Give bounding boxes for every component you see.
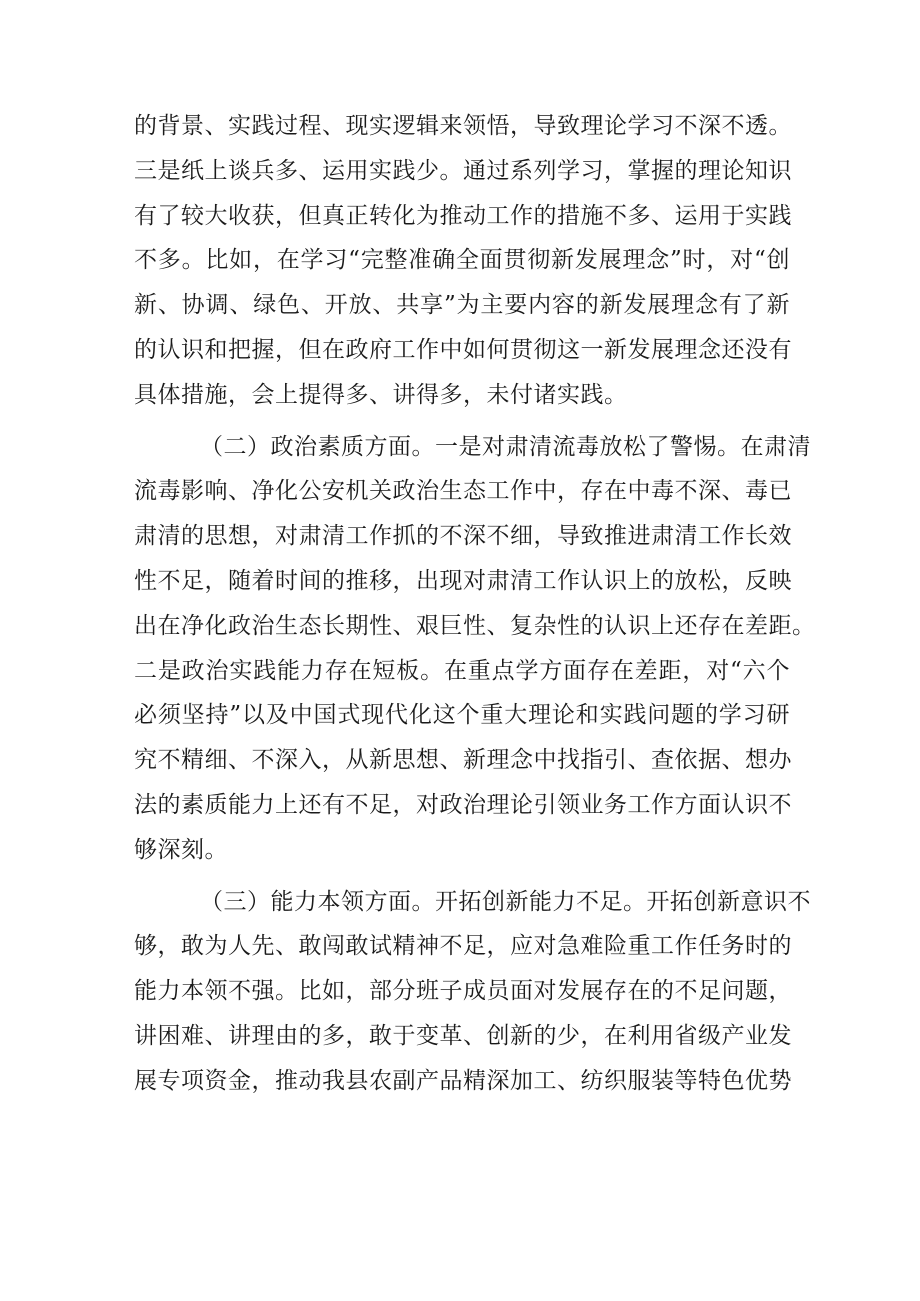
text-line: 出在净化政治生态长期性、艰巨性、复杂性的认识上还存在差距。 [134, 612, 816, 639]
text-line: 够，敢为人先、敢闯敢试精神不足，应对急难险重工作任务时的 [134, 933, 792, 960]
paragraph-political-quality [134, 425, 816, 873]
text-line: 流毒影响、净化公安机关政治生态工作中，存在中毒不深、毒已 [134, 478, 792, 505]
text-line: 够深刻。 [134, 836, 228, 863]
text-line: 必须坚持”以及中国式现代化这个重大理论和实践问题的学习研 [134, 702, 790, 729]
text-line: 讲困难、讲理由的多，敢于变革、创新的少，在利用省级产业发 [134, 1022, 792, 1049]
document-body [134, 104, 816, 1104]
text-line: 能力本领不强。比如，部分班子成员面对发展存在的不足问题， [134, 978, 792, 1005]
text-line: （二）政治素质方面。一是对肃清流毒放松了警惕。在肃清 [200, 433, 811, 460]
text-line: 不多。比如，在学习“完整准确全面贯彻新发展理念”时，对“创 [134, 247, 790, 274]
text-line: 法的素质能力上还有不足，对政治理论引领业务工作方面认识不 [134, 791, 792, 818]
text-line: 有了较大收获，但真正转化为推动工作的措施不多、运用于实践 [134, 202, 792, 229]
text-line: 的认识和把握，但在政府工作中如何贯彻这一新发展理念还没有 [134, 336, 792, 363]
paragraph-gap [134, 418, 790, 425]
text-line: 究不精细、不深入，从新思想、新理念中找指引、查依据、想办 [134, 747, 792, 774]
text-line: 二是政治实践能力存在短板。在重点学方面存在差距，对“六个 [134, 657, 790, 684]
paragraph-continuation [134, 104, 790, 418]
text-line: 的背景、实践过程、现实逻辑来领悟，导致理论学习不深不透。 [134, 113, 792, 139]
text-line: 三是纸上谈兵多、运用实践少。通过系列学习，掌握的理论知识 [134, 157, 792, 184]
paragraph-gap [134, 873, 790, 880]
paragraph-ability [134, 880, 811, 1104]
text-line: 展专项资金，推动我县农副产品精深加工、纺织服装等特色优势 [134, 1067, 792, 1094]
text-line: （三）能力本领方面。开拓创新能力不足。开拓创新意识不 [200, 888, 811, 915]
text-line: 肃清的思想，对肃清工作抓的不深不细，导致推进肃清工作长效 [134, 523, 792, 550]
text-line: 新、协调、绿色、开放、共享”为主要内容的新发展理念有了新 [134, 292, 790, 319]
text-line: 具体措施，会上提得多、讲得多，未付诸实践。 [134, 381, 628, 408]
text-line: 性不足，随着时间的推移，出现对肃清工作认识上的放松，反映 [134, 567, 792, 594]
